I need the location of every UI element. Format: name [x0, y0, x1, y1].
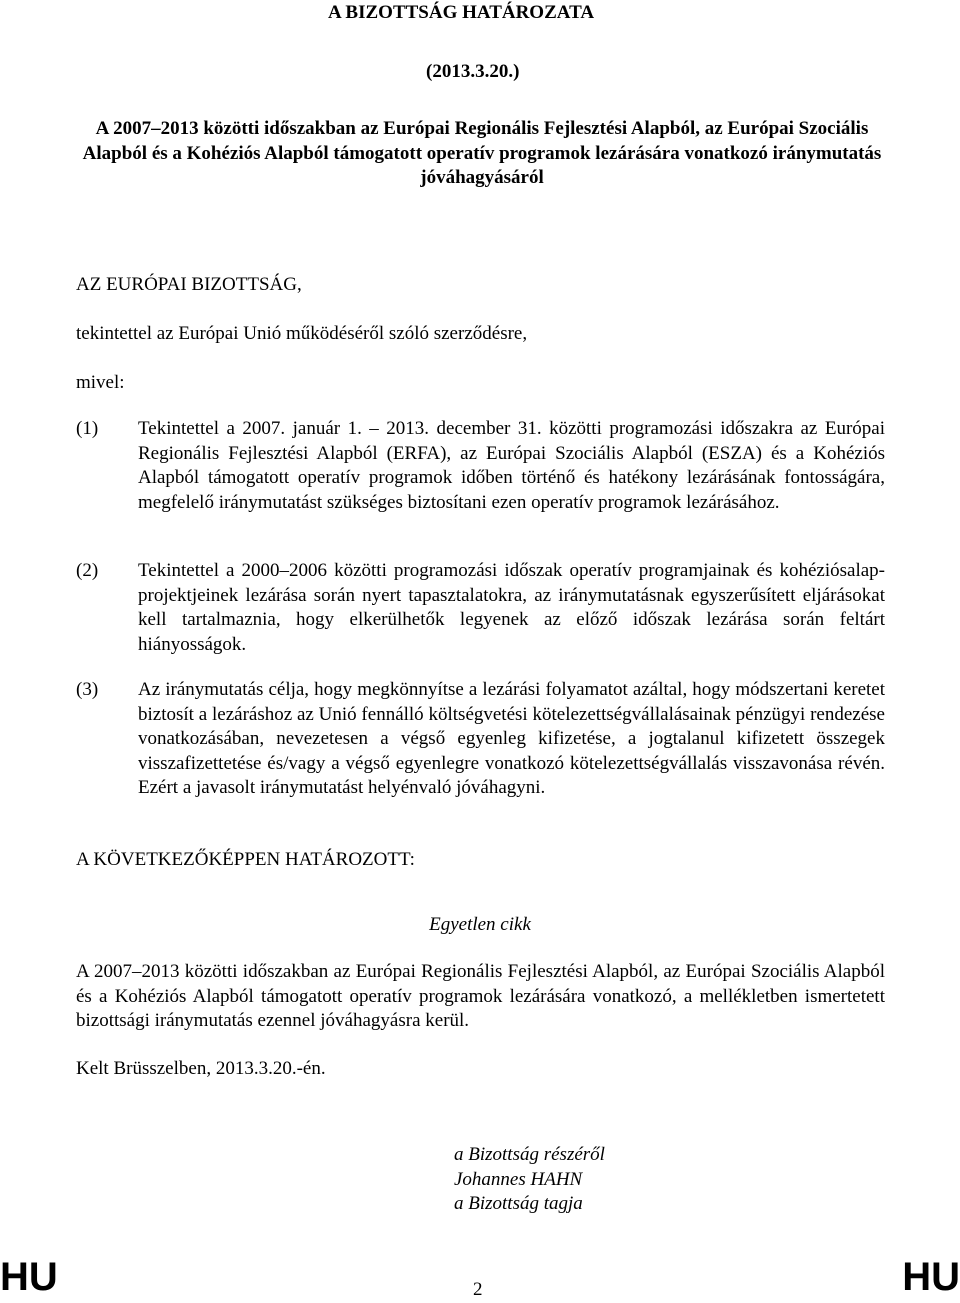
recital-text: Tekintettel a 2000–2006 közötti programozási időszak operatív programjainak és kohéziósalap-projektjeinek lezárása során nyert tapasztalatokra, az iránymutatásnak egyszerűsített eljárásokat kell tartalmaznia, hogy elkerülhetők legyenek az előző időszak lezárása során feltárt hiányosságok.: [138, 560, 885, 655]
signature-line-3: a Bizottság tagja: [454, 1193, 583, 1214]
recital-text: Az iránymutatás célja, hogy megkönnyítse a lezárási folyamatot azáltal, hogy módszertani keretet biztosít a lezáráshoz az Unió fennálló költségvetési kötelezettségvállalásainak pénzügyi rendezése vonatkozásában, nevezetesen a végső egyenleg kifizetése, a jogtalanul kifizetett összegek visszafizettetése és/vagy a végső egyenlegre vonatkozó kötelezettségvállalás visszavonása révén. Ezért a javasolt iránymutatást helyénvaló jóváhagyni.: [138, 679, 885, 798]
decision-heading: A KÖVETKEZŐKÉPPEN HATÁROZOTT:: [76, 849, 415, 870]
page-number: 2: [473, 1279, 483, 1300]
footer-language-left: HU: [0, 1255, 58, 1299]
signature-line-1: a Bizottság részéről: [454, 1144, 605, 1165]
signature-block: [454, 1143, 605, 1217]
footer-language-right: HU: [902, 1255, 960, 1299]
document-date: (2013.3.20.): [426, 61, 520, 82]
article-title: Egyetlen cikk: [429, 914, 531, 935]
document-title: A BIZOTTSÁG HATÁROZATA: [328, 2, 595, 23]
recital-text: Tekintettel a 2007. január 1. – 2013. december 31. közötti programozási időszakra az Európai Regionális Fejlesztési Alapból (ERFA), az Európai Szociális Alapból (ESZA) és a Kohéziós Alapból támogatott operatív programok időben történő és hatékony lezárásának fontosságára, megfelelő iránymutatást szükséges biztosítani ezen operatív programok lezárásához.: [138, 418, 885, 513]
signature-line-2: Johannes HAHN: [454, 1168, 583, 1190]
done-at-line: Kelt Brüsszelben, 2013.3.20.-én.: [76, 1058, 326, 1079]
whereas-line: mivel:: [76, 372, 125, 393]
article-text: A 2007–2013 közötti időszakban az Európai Regionális Fejlesztési Alapból, az Európai Szociális Alapból és a Kohéziós Alapból támogatott operatív programok lezárására vonatkozó, a mellékletben ismertetett bizottsági iránymutatás ezennel jóváhagyásra kerül.: [76, 961, 885, 1031]
recital-number: (3): [76, 679, 99, 700]
recital-number: (2): [76, 560, 99, 581]
recital-number: (1): [76, 418, 99, 439]
document-subject: A 2007–2013 közötti időszakban az Európai Regionális Fejlesztési Alapból, az Európai Szociális Alapból és a Kohéziós Alapból támogatott operatív programok lezárására vonatkozó iránymutatás jóváhagyásáról: [82, 118, 882, 188]
having-regard-line: tekintettel az Európai Unió működéséről szóló szerződésre,: [76, 323, 528, 344]
institution-line: AZ EURÓPAI BIZOTTSÁG,: [76, 274, 302, 295]
